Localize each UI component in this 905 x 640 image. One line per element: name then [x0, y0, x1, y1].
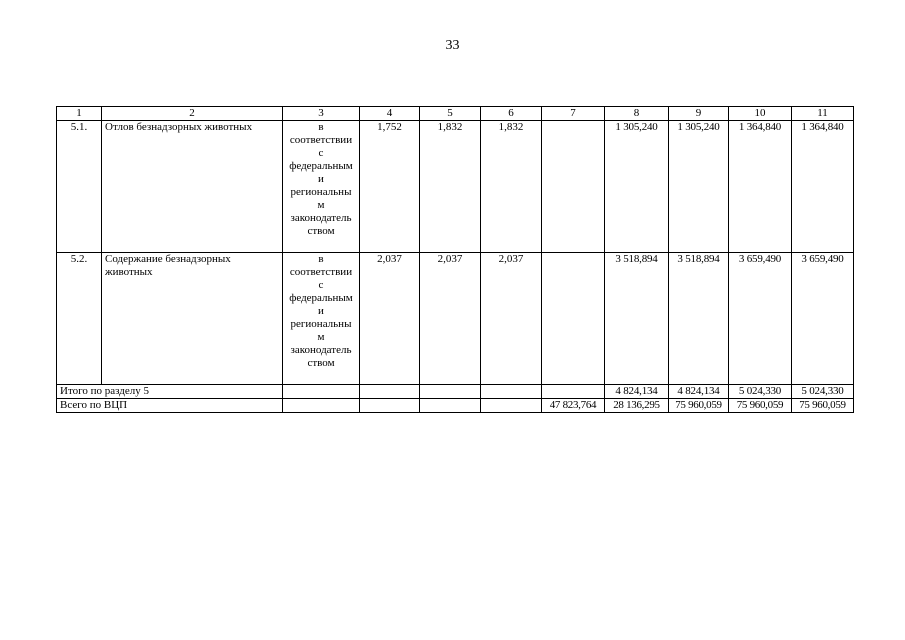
- measure-name: Отлов безнадзорных животных: [102, 121, 283, 253]
- header-cell: 9: [669, 107, 729, 121]
- cell-col9: 4 824,134: [669, 385, 729, 399]
- header-cell: 4: [360, 107, 420, 121]
- row-number: 5.2.: [57, 253, 102, 385]
- cell-col4: [360, 399, 420, 413]
- header-cell: 2: [102, 107, 283, 121]
- header-cell: 1: [57, 107, 102, 121]
- cell-col10: 75 960,059: [729, 399, 792, 413]
- budget-table: [56, 106, 854, 413]
- cell-col11: 3 659,490: [792, 253, 854, 385]
- column-number-row: [57, 107, 854, 121]
- cell-col7: [542, 121, 605, 253]
- cell-col6: 1,832: [481, 121, 542, 253]
- header-cell: 8: [605, 107, 669, 121]
- measure-name: Содержание безнадзорных животных: [102, 253, 283, 385]
- header-cell: 11: [792, 107, 854, 121]
- cell-col5: 1,832: [420, 121, 481, 253]
- header-cell: 10: [729, 107, 792, 121]
- cell-col5: [420, 399, 481, 413]
- cell-col9: 1 305,240: [669, 121, 729, 253]
- cell-col5: [420, 385, 481, 399]
- table-row: [57, 121, 854, 253]
- grand-total-row: [57, 399, 854, 413]
- cell-col8: 1 305,240: [605, 121, 669, 253]
- cell-col6: 2,037: [481, 253, 542, 385]
- cell-col4: 1,752: [360, 121, 420, 253]
- section-total-label: Итого по разделу 5: [57, 385, 283, 399]
- header-cell: 6: [481, 107, 542, 121]
- cell-col6: [481, 385, 542, 399]
- cell-col5: 2,037: [420, 253, 481, 385]
- header-cell: 5: [420, 107, 481, 121]
- cell-col10: 1 364,840: [729, 121, 792, 253]
- cell-col8: 3 518,894: [605, 253, 669, 385]
- cell-col7: [542, 253, 605, 385]
- cell-col8: 28 136,295: [605, 399, 669, 413]
- page-number: 33: [445, 38, 460, 53]
- grand-total-label: Всего по ВЦП: [57, 399, 283, 413]
- legal-basis: в соответствии с федеральным и региональны м законодатель ством: [283, 121, 360, 253]
- cell-col9: 75 960,059: [669, 399, 729, 413]
- header-cell: 7: [542, 107, 605, 121]
- cell-col4: [360, 385, 420, 399]
- cell-col4: 2,037: [360, 253, 420, 385]
- legal-basis: в соответствии с федеральным и региональны м законодатель ством: [283, 253, 360, 385]
- section-total-row: [57, 385, 854, 399]
- cell-col3: [283, 385, 360, 399]
- table-row: [57, 253, 854, 385]
- cell-col10: 3 659,490: [729, 253, 792, 385]
- cell-col11: 5 024,330: [792, 385, 854, 399]
- cell-col7: [542, 385, 605, 399]
- cell-col8: 4 824,134: [605, 385, 669, 399]
- row-number: 5.1.: [57, 121, 102, 253]
- cell-col3: [283, 399, 360, 413]
- cell-col6: [481, 399, 542, 413]
- cell-col11: 1 364,840: [792, 121, 854, 253]
- cell-col10: 5 024,330: [729, 385, 792, 399]
- cell-col9: 3 518,894: [669, 253, 729, 385]
- header-cell: 3: [283, 107, 360, 121]
- cell-col7: 47 823,764: [542, 399, 605, 413]
- cell-col11: 75 960,059: [792, 399, 854, 413]
